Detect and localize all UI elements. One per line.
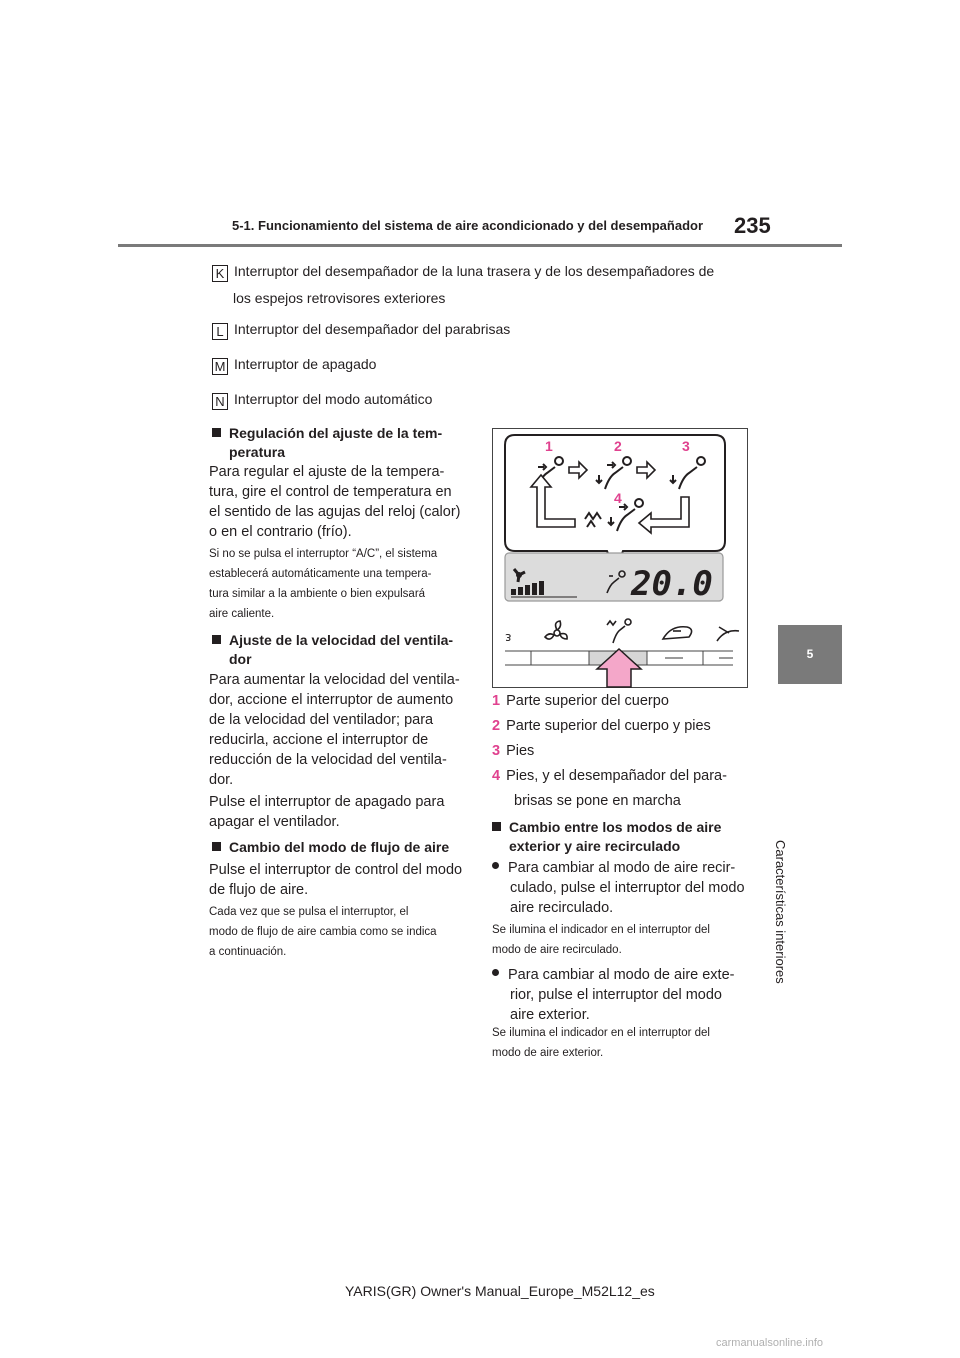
outside-air-button-icon: [717, 627, 739, 641]
mode-list: [492, 691, 752, 811]
mode-item-1: 1 Parte superior del cuerpo: [492, 693, 669, 709]
chapter-tab-label: [770, 690, 820, 984]
flow-heading: Cambio del modo de flujo de aire: [212, 838, 472, 857]
fan-body-off: Pulse el interruptor de apagado para apagar el ventilador.: [209, 794, 445, 830]
bullet-icon: [492, 969, 499, 976]
key-item-k: [212, 262, 714, 282]
partial-button-icon: ᴈ: [505, 630, 512, 644]
mode-number-2: 2: [614, 438, 622, 454]
mode-number-4: 4: [614, 490, 622, 506]
mode-number-3: 3: [682, 438, 690, 454]
recirc-bullet-2: Para cambiar al modo de aire exte- rior, pulse el interruptor del modo aire exterior.: [492, 965, 754, 1025]
key-text: Interruptor del desempañador del parabrisas: [234, 321, 511, 337]
section-title: 5-1. Funcionamiento del sistema de aire acondicionado y del desempañador: [232, 218, 704, 233]
temp-body: Para regular el ajuste de la tempera- tura, gire el control de temperatura en el sentido de las agujas del reloj (calor) o en el contrario (frío).: [209, 464, 461, 540]
key-text-cont: los espejos retrovisores exteriores: [233, 290, 446, 306]
key-item-m: [212, 355, 376, 375]
recirc-heading: Cambio entre los modos de aire exterior y aire recirculado: [492, 818, 752, 856]
square-bullet-icon: [212, 428, 221, 437]
temp-heading: Regulación del ajuste de la tem- peratura: [212, 424, 472, 462]
chapter-tab: 5: [778, 625, 842, 684]
mode-item-4: 4 Pies, y el desempañador del para-: [492, 768, 727, 784]
airflow-diagram: [493, 429, 749, 689]
bullet-icon: [492, 862, 499, 869]
fan-body: Para aumentar la velocidad del ventila- dor, accione el interruptor de aumento de la velocidad del ventilador; para reducirla, accione el interruptor de reducción de la velocidad del ventila- dor.: [209, 672, 460, 788]
mode-item-3: 3 Pies: [492, 743, 535, 759]
temp-note: Si no se pulsa el interruptor “A/C”, el sistema establecerá automáticamente una tempera- tura similar a la ambiente o bien expulsará aire caliente.: [209, 548, 438, 620]
flow-body: Pulse el interruptor de control del modo de flujo de aire.: [209, 862, 463, 898]
recirculation-button-icon: [663, 627, 692, 639]
fan-button-icon: [545, 621, 567, 639]
fan-heading: Ajuste de la velocidad del ventila- dor: [212, 631, 472, 669]
key-letter: M: [212, 358, 228, 375]
mode-item-4-cont: brisas se pone en marcha: [514, 793, 681, 809]
chapter-title: Características interiores: [773, 840, 788, 984]
recirc-bullet-1: Para cambiar al modo de aire recir- culado, pulse el interruptor del modo aire recirculado.: [492, 858, 754, 918]
flow-note: Cada vez que se pulsa el interruptor, el modo de flujo de aire cambia como se indica a continuación.: [209, 906, 437, 958]
header-rule: [118, 244, 842, 247]
square-bullet-icon: [492, 822, 501, 831]
square-bullet-icon: [212, 842, 221, 851]
square-bullet-icon: [212, 635, 221, 644]
key-text: Interruptor de apagado: [234, 356, 377, 372]
key-item-n: [212, 390, 432, 410]
watermark: carmanualsonline.info: [716, 1337, 824, 1349]
key-letter: L: [212, 323, 228, 340]
key-item-l: [212, 320, 510, 340]
mode-number-1: 1: [545, 438, 553, 454]
key-text: Interruptor del desempañador de la luna trasera y de los desempañadores de: [234, 263, 715, 279]
airflow-mode-figure: [492, 428, 748, 688]
recirc-note-1: Se ilumina el indicador en el interruptor del modo de aire recirculado.: [492, 924, 710, 956]
key-letter: K: [212, 265, 228, 282]
mode-item-2: 2 Parte superior del cuerpo y pies: [492, 718, 711, 734]
key-letter: N: [212, 393, 228, 410]
flow-mode-button-icon: [607, 619, 631, 643]
display-temperature: 20.0: [631, 564, 713, 604]
key-text: Interruptor del modo automático: [234, 391, 433, 407]
recirc-note-2: Se ilumina el indicador en el interruptor del modo de aire exterior.: [492, 1027, 710, 1059]
page-number: 235: [734, 213, 771, 238]
manual-id: YARIS(GR) Owner's Manual_Europe_M52L12_es: [345, 1283, 655, 1299]
